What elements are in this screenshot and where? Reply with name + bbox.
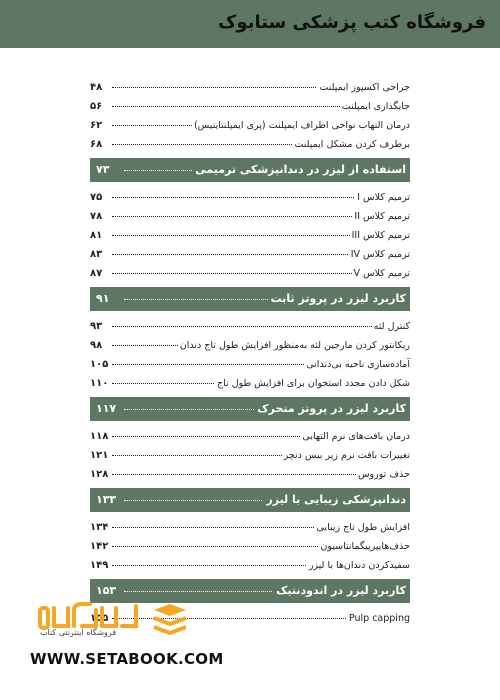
- section-page: ۷۳: [96, 158, 112, 182]
- toc-entry-label: حذف‌هایپرپیگمانتاسیون: [318, 537, 410, 556]
- section-header[interactable]: [90, 488, 410, 512]
- toc-entry-page: ۵۶: [90, 97, 105, 116]
- toc-entry-label: سفیدکردن دندان‌ها با لیزر: [307, 556, 410, 575]
- toc-entry-page: ۶۸: [90, 135, 105, 154]
- toc-entry-page: ۱۴۹: [90, 556, 111, 575]
- toc-entry-page: ۱۳۴: [90, 518, 111, 537]
- toc-entry-label: افزایش طول تاج زیبایی: [315, 518, 410, 537]
- toc-entry-page: ۹۳: [90, 317, 105, 336]
- toc-entry-page: ۱۵۵: [90, 609, 111, 628]
- toc-entry-label: آماده‌سازی ناحیه بی‌دندانی: [304, 355, 410, 374]
- section-page: ۱۳۳: [96, 488, 119, 512]
- toc-entry-page: ۷۵: [90, 188, 105, 207]
- section-page: ۱۱۷: [96, 397, 119, 421]
- toc-entry-page: ۱۱۸: [90, 427, 111, 446]
- toc-entry-page: ۶۲: [90, 116, 105, 135]
- top-banner: [0, 0, 500, 48]
- toc-entry[interactable]: [90, 537, 410, 556]
- toc-entry-label: ریکانتور کردن مارجین لثه به‌منظور افزایش طول تاج دندان: [178, 336, 410, 355]
- toc-entry[interactable]: [90, 336, 410, 355]
- leader-dots: [112, 326, 410, 327]
- section-title: کاربرد لیزر در اندودنتیک: [273, 579, 406, 603]
- toc-entry[interactable]: [90, 226, 410, 245]
- table-of-contents: [90, 78, 410, 628]
- toc-entry-label: شکل دادن مجدد استخوان برای افزایش طول تاج: [215, 374, 410, 393]
- toc-entry-page: ۸۳: [90, 245, 105, 264]
- toc-entry-label: Pulp capping: [347, 609, 410, 628]
- toc-entry-label: ترمیم کلاس II: [352, 207, 410, 226]
- toc-entry-page: ۱۰۵: [90, 355, 111, 374]
- section-header[interactable]: [90, 397, 410, 421]
- toc-entry[interactable]: [90, 374, 410, 393]
- setabook-logo: [38, 596, 140, 632]
- site-url[interactable]: WWW.SETABOOK.COM: [30, 650, 224, 668]
- toc-entry-label: حذف توروس: [356, 465, 410, 484]
- toc-entry[interactable]: [90, 207, 410, 226]
- section-page: ۹۱: [96, 287, 112, 311]
- logo-subtitle: فروشگاه اینترنتی کتاب: [40, 628, 117, 637]
- toc-entry-page: ۹۸: [90, 336, 105, 355]
- toc-entry-label: درمان بافت‌های نرم التهابی: [300, 427, 410, 446]
- toc-entry[interactable]: [90, 116, 410, 135]
- toc-entry[interactable]: [90, 135, 410, 154]
- toc-entry[interactable]: [90, 465, 410, 484]
- toc-entry[interactable]: [90, 188, 410, 207]
- toc-entry-page: ۴۸: [90, 78, 105, 97]
- toc-entry-page: ۱۲۸: [90, 465, 111, 484]
- toc-entry-label: ترمیم کلاس V: [352, 264, 411, 283]
- toc-entry[interactable]: [90, 556, 410, 575]
- section-header[interactable]: [90, 287, 410, 311]
- toc-entry-label: ترمیم کلاس I: [355, 188, 410, 207]
- toc-entry[interactable]: [90, 355, 410, 374]
- toc-entry[interactable]: [90, 97, 410, 116]
- toc-entry-label: جایگذاری ایمپلنت: [340, 97, 410, 116]
- toc-entry[interactable]: [90, 518, 410, 537]
- section-header[interactable]: [90, 158, 410, 182]
- toc-entry-page: ۱۲۱: [90, 446, 111, 465]
- toc-entry-page: ۷۸: [90, 207, 105, 226]
- toc-entry-page: ۸۷: [90, 264, 105, 283]
- setabook-watermark: [0, 590, 300, 650]
- toc-entry-label: کنترل لثه: [372, 317, 410, 336]
- toc-entry[interactable]: [90, 78, 410, 97]
- toc-entry-label: درمان التهاب نواحی اطراف ایمپلنت (پری ایمپلنتایتیس): [192, 116, 410, 135]
- toc-entry[interactable]: [90, 446, 410, 465]
- book-stack-icon: [150, 600, 190, 640]
- toc-entry-page: ۱۱۰: [90, 374, 111, 393]
- section-title: کاربرد لیزر در پروتز متحرک: [254, 397, 406, 421]
- toc-entry[interactable]: [90, 264, 410, 283]
- toc-entry-page: ۱۴۲: [90, 537, 111, 556]
- section-page: ۱۵۳: [96, 579, 119, 603]
- toc-entry-label: جراحی اکسپوز ایمپلنت: [317, 78, 410, 97]
- section-title: استفاده از لیزر در دندانپزشکی ترمیمی: [192, 158, 406, 182]
- toc-entry-label: ترمیم کلاس IV: [349, 245, 410, 264]
- toc-entry[interactable]: [90, 427, 410, 446]
- toc-entry-label: تغییرات بافت نرم زیر بیس دنچر: [282, 446, 410, 465]
- section-title: دندانپزشکی زیبایی با لیزر: [263, 488, 406, 512]
- toc-entry[interactable]: [90, 317, 410, 336]
- toc-entry-label: برطرف کردن مشکل ایمپلنت: [292, 135, 410, 154]
- toc-entry[interactable]: [90, 245, 410, 264]
- toc-entry-label: ترمیم کلاس III: [350, 226, 410, 245]
- store-title: فروشگاه کتب پزشکی ستابوک: [217, 12, 486, 33]
- section-title: کاربرد لیزر در پروتز ثابت: [268, 287, 406, 311]
- toc-entry-page: ۸۱: [90, 226, 105, 245]
